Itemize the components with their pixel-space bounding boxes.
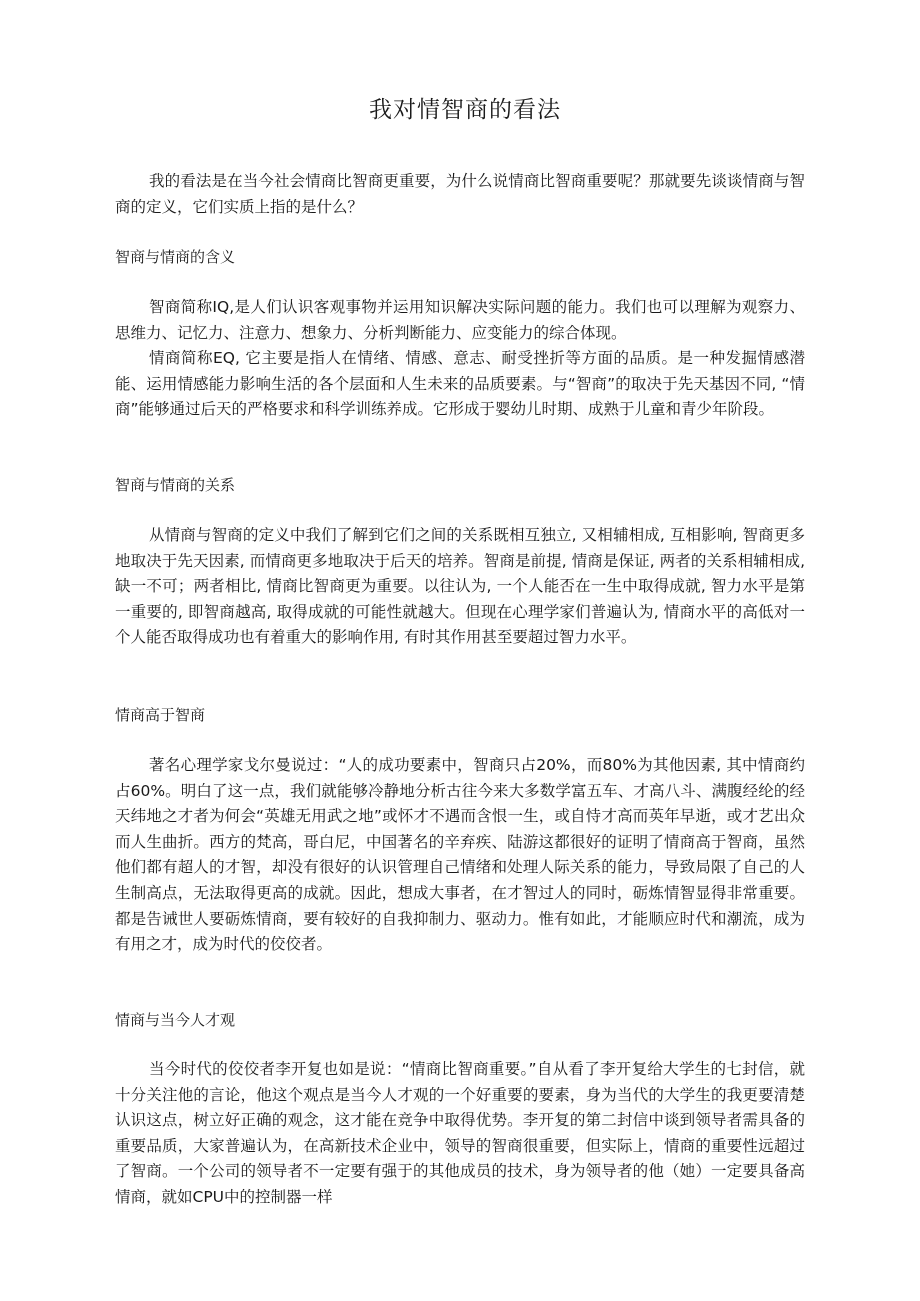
section-heading-definition: 智商与情商的含义 (115, 248, 236, 266)
intro-paragraph: 我的看法是在当今社会情商比智商更重要，为什么说情商比智商重要呢？那就要先谈谈情商与智商的定义，它们实质上指的是什么？ (115, 172, 805, 216)
paragraph-talent-view: 当今时代的佼佼者李开复也如是说：“情商比智商重要。”自从看了李开复给大学生的七封信，就十分关注他的言论，他这个观点是当今人才观的一个好重要的要素，身为当代的大学生的我更要清楚认识这点，树立好正确的观念，这才能在竞争中取得优势。李开复的第二封信中谈到领导者需具备的重要品质，大家普遍认为，在高新技术企业中，领导的智商很重要，但实际上，情商的重要性远超过了智商。一个公司的领导者不一定要有强于的其他成员的技术，身为领导者的他（她）一定要具备高情商，就如CPU中的控制器一样 (115, 1060, 805, 1206)
paragraph-relationship: 从情商与智商的定义中我们了解到它们之间的关系既相互独立, 又相辅相成, 互相影响, 智商更多地取决于先天因素, 而情商更多地取决于后天的培养。智商是前提, 情商是保证, 两者的关系相辅相成, 缺一不可；两者相比, 情商比智商更为重要。以往认为, 一个人能否在一生中取得成就, 智力水平是第一重要的, 即智商越高, 取得成就的可能性就越大。但现在心理学家们普遍认为, 情商水平的高低对一个人能否取得成功也有着重大的影响作用, 有时其作用甚至要超过智力水平。 (115, 526, 805, 647)
paragraph-iq-definition: 智商简称IQ,是人们认识客观事物并运用知识解决实际问题的能力。我们也可以理解为观察力、思维力、记忆力、注意力、想象力、分析判断能力、应变能力的综合体现。 (115, 298, 805, 342)
paragraph-eq-definition: 情商简称EQ, 它主要是指人在情绪、情感、意志、耐受挫折等方面的品质。是一种发掘情感潜能、运用情感能力影响生活的各个层面和人生未来的品质要素。与“智商”的取决于先天基因不同, “情商”能够通过后天的严格要求和科学训练养成。它形成于婴幼儿时期、成熟于儿童和青少年阶段。 (115, 349, 805, 419)
document-title: 我对情智商的看法 (369, 97, 561, 123)
section-heading-talent-view: 情商与当今人才观 (115, 1011, 236, 1029)
section-heading-eq-over-iq: 情商高于智商 (115, 706, 206, 724)
section-heading-relationship: 智商与情商的关系 (115, 476, 236, 494)
paragraph-eq-over-iq: 著名心理学家戈尔曼说过：“人的成功要素中，智商只占20%，而80%为其他因素, 其中情商约占60%。明白了这一点，我们就能够冷静地分析古往今来大多数学富五车、才高八斗、满腹经纶的经天纬地之才者为何会“英雄无用武之地”或怀才不遇而含恨一生，或自恃才高而英年早逝，或才艺出众而人生曲折。西方的梵高，哥白尼，中国著名的辛弃疾、陆游这都很好的证明了情商高于智商，虽然他们都有超人的才智，却没有很好的认识管理自己情绪和处理人际关系的能力，导致局限了自己的人生制高点，无法取得更高的成就。因此，想成大事者，在才智过人的同时，砺炼情智显得非常重要。都是告诫世人要砺炼情商，要有较好的自我抑制力、驱动力。惟有如此，才能顺应时代和潮流，成为有用之才，成为时代的佼佼者。 (115, 756, 805, 954)
